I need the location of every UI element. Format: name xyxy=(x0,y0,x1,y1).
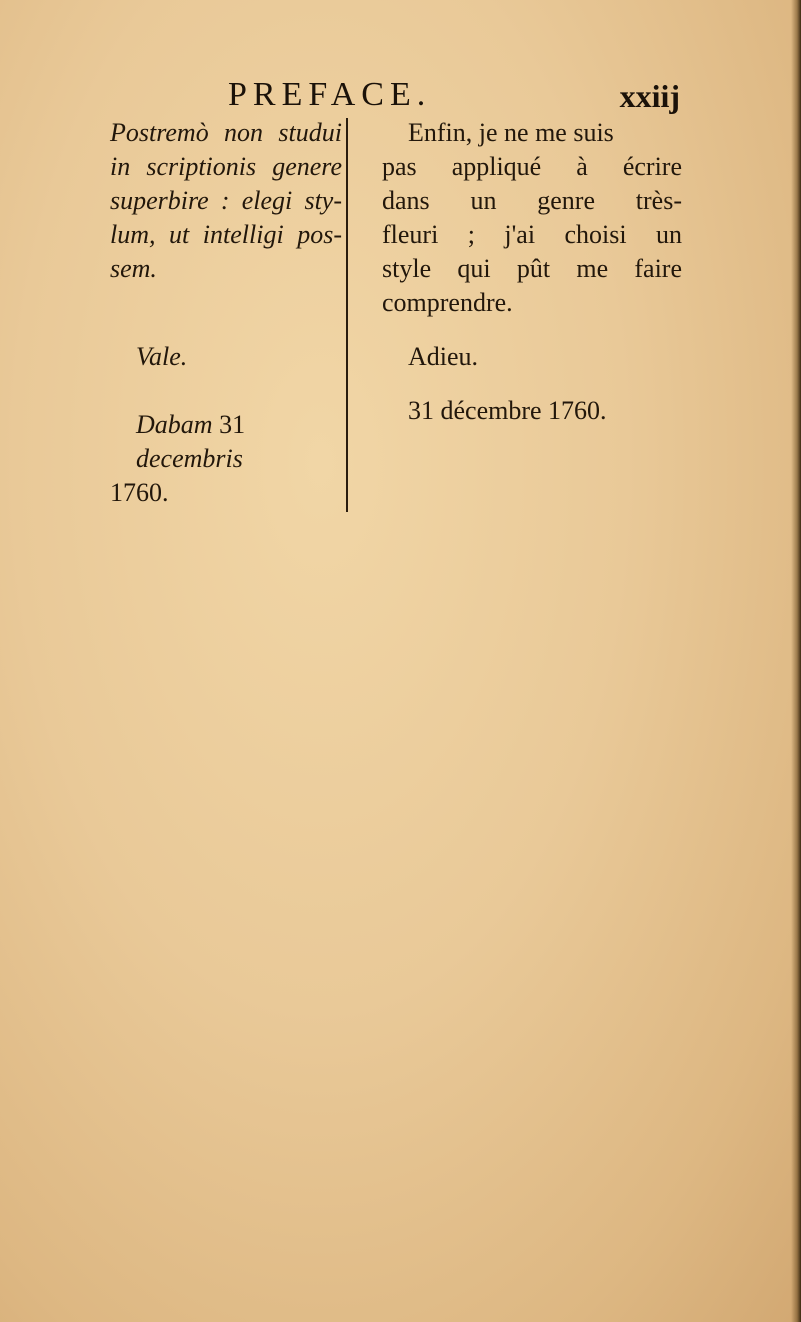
latin-line: Postremò non studui xyxy=(110,118,342,147)
latin-line: lum, ut intelligi pos- xyxy=(110,220,342,249)
french-line: dans un genre très- xyxy=(382,186,682,215)
page-title: PREFACE. xyxy=(228,76,432,113)
french-paragraph-body xyxy=(382,150,682,320)
latin-paragraph xyxy=(110,116,342,286)
french-line: style qui pût me faire xyxy=(382,254,682,283)
latin-line: superbire : elegi sty- xyxy=(110,186,342,215)
page-number: xxiij xyxy=(619,78,680,114)
french-farewell: Adieu. xyxy=(408,342,479,371)
latin-date-day: 31 xyxy=(219,410,246,439)
french-paragraph xyxy=(382,116,682,150)
latin-farewell: Vale. xyxy=(136,342,188,371)
latin-date-year: 1760. xyxy=(110,478,169,507)
page-edge-shadow xyxy=(791,0,801,1322)
french-date: 31 décembre 1760. xyxy=(408,396,607,425)
french-column xyxy=(382,116,682,428)
french-line: fleuri ; j'ai choisi un xyxy=(382,220,682,249)
latin-line: sem. xyxy=(110,254,157,283)
latin-column xyxy=(110,116,342,510)
latin-dateline xyxy=(110,408,342,476)
running-head xyxy=(228,76,688,116)
latin-date-month: decembris xyxy=(136,444,243,473)
french-line: Enfin, je ne me suis xyxy=(408,118,614,147)
french-line: comprendre. xyxy=(382,288,513,317)
column-divider xyxy=(346,118,348,512)
latin-date-prefix: Dabam xyxy=(136,410,213,439)
french-line: pas appliqué à écrire xyxy=(382,152,682,181)
latin-line: in scriptionis genere xyxy=(110,152,342,181)
